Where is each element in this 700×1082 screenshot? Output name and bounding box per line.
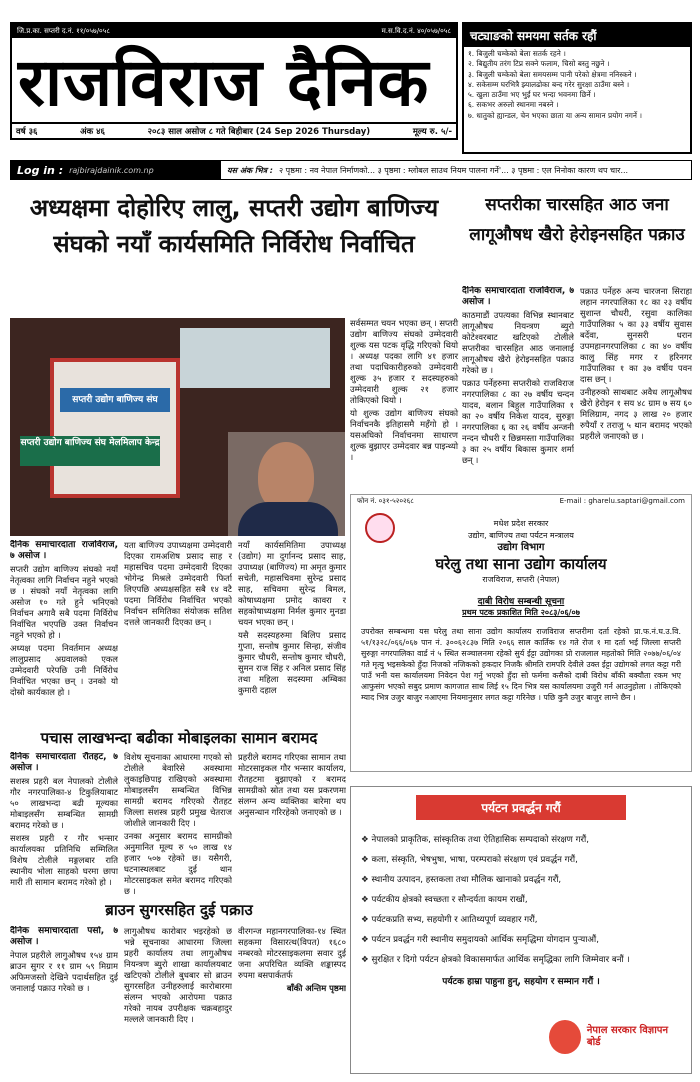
tourism-item: ❖ कला, संस्कृति, भेषभुषा, भाषा, परम्पराको संरक्षण एवं प्रवर्द्धन गरौं, (361, 850, 681, 870)
tourism-item: ❖ नेपालको प्राकृतिक, सांस्कृतिक तथा ऐतिहासिक सम्पदाको संरक्षण गरौं, (361, 830, 681, 850)
brown-paragraph: नेपाल प्रहरीले लागुऔषध १५४ ग्राम ब्राउन सुगर र ११ ग्राम ५९ मिग्राम अफिमजस्तो देखिने पदार्थसहित दुई जनालाई पक्राउ गरेको छ । (10, 950, 118, 993)
notice-phone: फोन नं. ०३१-५२०२६८ (357, 497, 414, 505)
advertising-board-badge (549, 1015, 679, 1059)
mobile-paragraph: सशस्त्र प्रहरी र गौर भन्सार कार्यालयका प्रतिनिधि सम्मिलित विशेष टोलीले मङ्गलबार राति स्थानीय भोला साहको घरमा छापा मारी ती सामान बरामद गरेको हो । (10, 833, 118, 887)
brown-sugar-headline: ब्राउन सुगरसहित दुई पक्राउ (105, 901, 253, 919)
lead-paragraph: नयाँ कार्यसमितिमा उपाध्यक्ष (उद्योग) मा दुर्गानन्द प्रसाद साह, उपाध्यक्ष (बाणिज्य) मा अमृत कुमार सचेती, महासचिवमा सुरेन्द्र प्रसाद साह, सचिवमा सुरेन्द्र बिमल, कोषाध्यक्षमा प्रमोद कावरा र सहकोषाध्यक्षमा निर्मल कुमार मुनडा चयन भएका छन् । (238, 540, 346, 627)
continued-note: बाँकी अन्तिम पृष्ठमा (286, 983, 346, 993)
login-label: Log in : (17, 163, 64, 177)
notice-title: दाबी विरोध सम्बन्धी सूचना (477, 597, 565, 607)
tourism-item: ❖ स्थानीय उत्पादन, हस्तकला तथा मौलिक खानाको प्रवर्द्धन गरौं, (361, 870, 681, 890)
masthead-info-bar (12, 122, 456, 138)
issue-date: २०८३ साल असोज ८ गते बिहीबार (24 Sep 2026 Thursday) (147, 126, 371, 137)
mobile-headline: पचास लाखभन्दा बढीका मोबाइलका सामान बरामद (40, 729, 318, 747)
lead-column-right (350, 318, 458, 465)
newspaper-logo: राजविराज दैनिक (18, 44, 430, 121)
drug-column-1 (462, 286, 574, 492)
alert-item: ७. धातुको ह्यान्डल, चेन भएका छाता या अन्य सामान प्रयोग नगर्ने । (468, 110, 643, 120)
notice-office: घरेलु तथा साना उद्योग कार्यालय (435, 555, 607, 573)
mobile-paragraph: प्रहरीले बरामद गरिएका सामान तथा मोटरसाइकल गौर भन्सार कार्यालय, रौतहटमा बुझाएको र बरामद सामग्रीको स्रोत तथा यस प्रकरणमा संलग्न अन्य व्यक्तिका बारेमा थप अनुसन्धान गरिरहेको जनाएको छ । (238, 752, 346, 817)
alert-item: ६. सकभर अरुलो स्थानमा नबस्ने । (468, 100, 559, 110)
brown-paragraph: वीरगन्ज महानगरपालिका-१४ स्थित सहकमा विसारत्थ(विपत) १६८० नम्बरको मोटरसाइकलमा सवार दुई जना अपरिचित व्यक्ति शङ्कास्पद रुपमा बसपार्कतर्फ (238, 926, 346, 980)
tourism-item: ❖ पर्यटकप्रति सभ्य, सहयोगी र आतिथ्यपूर्ण व्यवहार गरौं, (361, 910, 681, 930)
alert-item: ४. सकेसम्म घरभित्रै झ्यालढोका बन्द गरेर सुरक्षा ठाउँमा बस्ने । (468, 79, 630, 89)
inside-ticker (221, 161, 691, 179)
lead-column-1 (10, 540, 118, 726)
lead-paragraph: सर्वसम्मत चयन भएका छन् । सप्तरी उद्योग बाणिज्य संघको उम्मेदवारी शुल्क यस पटक वृद्धि गरिएको थियो । अध्यक्ष पदका लागि ४१ हजार तथा पदाधिकारीहरुको उम्मेदवारी शुल्क ३५ हजार र सदस्यहरुको उम्मेदवारी शुल्क २१ हजार तोकिएको थियो । (350, 318, 458, 405)
volume-year: वर्ष ३६ (16, 126, 38, 137)
notice-body: उपरोक्त सम्बन्धमा यस घरेलु तथा साना उद्योग कार्यालय राजविराज सप्तरीमा दर्ता रहेको प्रा.फ.नं.घ.उ.वि. ५१/१३२८/०६६/०६७ पान नं. ३००६२८३७ मिति २०६६ साल कार्तिक १४ गते रोज १ मा दर्ता भई जिल्ला सप्तरी सुरुङ्गा नगरपालिका वार्ड नं ५ स्थित सञ्चालनमा रहेको सुर्य ईट्टा उद्योगका प्रो राजलाल महतोको मिति २०७७/०६/०४ गते मृत्यु भइसकेको हुँदा निजको नजिकको हकदार निजकै श्रीमति रामपरि देवीले उक्त ईट्टा उद्योगको लगत कट्टा गरी पाउँ भनी यस कार्यालयमा निवेदन पेश गर्नु भएको हुँदा सो फर्ममा कसैको दाबी विरोध बाँकी बक्यौता रकम भए आफुसंग भएको सबुद प्रमाण कागजात साथ लिई १५ दिन भित्र यस कार्यालयमा उजुरी गर्न आउनुहोला । तोकिएको म्याद भित्र उजुर बाजुर नआएमा नियमानुसार लगत कट्टा गरिनेछ । पछि कुनै उजुर बाजुर लाग्ने छैन । (361, 627, 681, 702)
registration-right: म.स.वि.द.नं. ४०/०५७/०५८ (381, 27, 451, 35)
government-notice (350, 494, 692, 772)
tourism-item: ❖ सुरक्षित र दिगो पर्यटन क्षेत्रको विकासमार्फत आर्थिक समृद्धिका लागि जिम्मेवार बनौं । (361, 950, 681, 970)
masthead (10, 22, 458, 140)
tourism-item: ❖ पर्यटन प्रवर्द्धन गरी स्थानीय समुदायको आर्थिक समृद्धिमा योगदान पुऱ्याऔं, (361, 930, 681, 950)
drug-headline: सप्तरीका चारसहित आठ जना लागूऔषध खैरो हेरोइनसहित पक्राउ (469, 195, 685, 245)
advertising-board-name: नेपाल सरकार विज्ञापन बोर्ड (586, 1025, 669, 1048)
brown-paragraph: लागुऔषध कारोबार भइरहेको छ भन्ने सूचनाका आधारमा जिल्ला प्रहरी कार्यालय तथा लागुऔषध नियन्त्रण ब्युरो शाखा कार्यालयबाट खटिएको टोलीले बुधबार सो ब्राउन सुगरसहित उनीहरुलाई कारोबारमा संलग्न भएको आरोपमा पक्राउ गरेको नायब उपरीक्षक चक्रबहादुर मल्लले जानकारी दिए । (124, 926, 232, 1024)
lead-headline: अध्यक्षमा दोहोरिए लालु, सप्तरी उद्योग बाणिज्य संघको नयाँ कार्यसमिति निर्विरोध निर्वाचित (29, 194, 439, 258)
registration-left: जि.प्र.का. सप्तरी द.नं. ११/०५७/०५८ (17, 27, 110, 35)
tourism-ad (350, 786, 692, 1074)
lead-paragraph: यो शुल्क उद्योग बाणिज्य संघको निर्वाचनकै इतिहासमै महँगो हो । यसअघिको निर्वाचनमा साधारण शुल्क बुझाएर उम्मेदवार बन्न पाइन्थ्यो । (350, 408, 458, 462)
price: मूल्य रु. ५/- (412, 126, 452, 137)
notice-dept: उद्योग विभाग (497, 542, 545, 553)
photo-sign-green: सप्तरी उद्योग बाणिज्य संघ मेलमिलाप केन्द्र (20, 436, 160, 466)
notice-ministry: उद्योग, बाणिज्य तथा पर्यटन मन्त्रालय (468, 531, 574, 540)
website-link[interactable]: rajbirajdainik.com.np (69, 165, 154, 175)
mobile-column-3 (238, 752, 346, 898)
photo-portrait (228, 432, 345, 536)
lead-paragraph: अध्यक्ष पदमा निवर्तमान अध्यक्ष लालुप्रसाद अग्रवालको एकल उम्मेदवारी परेपछि उनी निर्विरोध निर्वाचित भएका छन् । उनको यो दोस्रो कार्यकाल हो । (10, 643, 118, 697)
drug-column-2 (580, 286, 692, 492)
lead-paragraph: यता बाणिज्य उपाध्यक्षमा उम्मेदवारी दिएका रामअशिष प्रसाद साह र महासचिव पदमा उम्मेदवारी दिएका भोगेन्द्र मिश्रले उम्मेदवारी फिर्ता लिएपछि अध्यक्षसहित सबै १४ वटै पदमा निर्विरोध निर्वाचित भएको निर्वाचन समितिका संयोजक सतिश दत्तले जानकारी दिएका छन् । (124, 540, 232, 627)
photo-signboard (50, 358, 180, 498)
nepal-emblem-icon (365, 513, 395, 543)
mobile-column-2 (124, 752, 232, 898)
notice-header (351, 508, 691, 586)
tourism-list (351, 826, 691, 974)
drug-paragraph: पक्राउ पर्नेहरुमा सप्तरीको राजविराज नगरपालिका ८ का २७ वर्षीय चन्दन यादव, बलान बिहुल गाउँपालिका १ का २० वर्षीय निकेश यादव, सुरुङ्गा नगरपालिका ६ का २६ वर्षीय अन्जनी नन्दन चौधरी र छिन्नमस्ता गाउँपालिका ३ का २५ वर्षीय बिकास कुमार शर्मा छन् । (462, 378, 574, 465)
tourism-title: पर्यटन प्रवर्द्धन गरौं (416, 795, 626, 820)
ticker-label: यस अंक भित्र : (227, 165, 273, 175)
mobile-paragraph: विशेष सूचनाका आधारमा गएको सो टोलीले बेवारिसे अवस्थामा लुकाइछिपाइ राखिएको अवस्थामा मोबाइलसँग सम्बन्धित विभिन्न सामग्री बरामद गरिएको रौतहट जिल्ला सशस्त्र प्रहरी प्रमुख चेतराज जोशीले जानकारी दिए । (124, 752, 232, 828)
drug-paragraph: पक्राउ पर्नेहरु अन्य चारजना सिराहा लहान नगरपालिका १८ का २३ वर्षीय सुशान्त चौधरी, रसुवा कालिका गाउँपालिका ५ का ३३ वर्षीय सुवास बर्देवा, सुनसरी धरान उपमहानगरपालिका ८ का ४० वर्षीय कालु सिंह मगर र हरिनगर गाउँपालिका १ का ३७ वर्षीय पवन दास छन् । (580, 286, 692, 384)
brown-dateline: दैनिक समाचारदाता पर्सा, ७ असोज । (10, 926, 118, 947)
lead-paragraph: सप्तरी उद्योग बाणिज्य संघको नयाँ नेतृत्वका लागि निर्वाचन नहुने भएको छ । संघको नयाँ नेतृत्वका लागि असोज १० गते हुने भनिएको निर्वाचन अगावै सबै पदमा निर्विरोध निर्वाचित भएपछि उक्त निर्वाचन नहुने भएको हो । (10, 564, 118, 640)
mobile-paragraph: उनका अनुसार बरामद सामग्रीको अनुमानित मूल्य रु ५० लाख १४ हजार ५०७ रहेको छ। यसैगरी, घटनास्थलबाट दुई थान मोटरसाइकल समेत बरामद गरिएको छ । (124, 831, 232, 896)
portrait-shirt (238, 502, 338, 536)
alert-list (464, 47, 690, 123)
mobile-dateline: दैनिक समाचारदाता रौतहट, ७ असोज । (10, 752, 118, 773)
notice-email: E-mail : gharelu.saptari@gmail.com (559, 497, 685, 505)
advertising-board-logo-icon (549, 1020, 581, 1054)
login-ticker-bar (10, 160, 692, 180)
notice-publication: प्रथम पटक प्रकाशित मिति २०८३/०६/०७ (462, 608, 580, 617)
drug-dateline: दैनिक समाचारदाता राजविराज, ७ असोज । (462, 286, 574, 307)
alert-item: १. बिजुली चम्केको बेला सतर्क रहने । (468, 49, 566, 58)
lead-photo (10, 318, 345, 536)
brown-column-2 (124, 926, 232, 1076)
brown-column-1 (10, 926, 118, 1076)
alert-item: ५. खुला ठाउँमा भए भुईं घर भन्दा भवनमा छिर्ने । (468, 90, 596, 100)
tourism-footer: पर्यटक हाम्रा पाहुना हुन्, सहयोग र सम्मान गरौं । (442, 977, 600, 987)
login-box (11, 161, 221, 179)
tourism-item: ❖ पर्यटकीय क्षेत्रको स्वच्छता र सौन्दर्यता कायम राखौं, (361, 890, 681, 910)
lead-dateline: दैनिक समाचारदाता राजविराज, ७ असोज । (10, 540, 118, 561)
mobile-column-1 (10, 752, 118, 898)
photo-building (180, 328, 330, 388)
alert-item: ३. बिजुली चम्केको बेला समयसम्म पानी परेको क्षेत्रमा ननिस्कने । (468, 69, 637, 79)
notice-contacts (351, 495, 691, 508)
ticker-text: २ पृष्ठमा : नव नेपाल निर्माणको... ३ पृष्ठमा : म्लोबल साउथ नियम पालना गर्ने'... ३ पृष्ठमा : एल निनोका कारण थप चार... (278, 165, 629, 175)
masthead-registration (12, 24, 456, 38)
mobile-paragraph: सशस्त्र प्रहरी बल नेपालको टोलीले गौर नगरपालिका-४ टिकुलियाबाट ५० लाखभन्दा बढी मूल्यका मोबाइलसँग सम्बन्धित सामग्री बरामद गरेको छ । (10, 776, 118, 830)
alert-title: चट्याङको समयमा सर्तक रहौं (464, 24, 690, 47)
notice-gov: मधेश प्रदेश सरकार (493, 519, 549, 528)
drug-paragraph: काठमाडौं उपत्यका विभिन्न स्थानबाट लागूऔषध नियन्त्रण ब्युरो कोटेश्वरबाट खटिएको टोलीले सप्तरीका चारसहित आठ जनालाई लागूऔषध खैरो हेरोइनसहित पक्राउ गरेको छ । (462, 310, 574, 375)
notice-place: राजविराज, सप्तरी (नेपाल) (482, 575, 560, 584)
issue-number: अंक ४६ (80, 126, 105, 137)
lead-paragraph: यसै सदस्यहरुमा बिलिप प्रसाद गुप्ता, सन्तोष कुमार सिन्हा, संजीव कुमार चौधरी, सन्तोष कुमार चौधरी, सुमन राज सिंह र अनिल प्रसाद सिंह तथा महिला सदस्यमा अम्बिका कुमारी दहाल (238, 630, 346, 695)
photo-sign-blue: सप्तरी उद्योग बाणिज्य संघ (60, 388, 170, 412)
drug-paragraph: उनीहरुको साथबाट अवैध लागूऔषध खैरो हेरोइन १ सय ४८ ग्राम ७ सय ६० मिलिग्राम, नगद ३ लाख २० हजार रुपैयाँ र तराजु ५ थान बरामद भएको प्रहरीले जनाएको छ । (580, 387, 692, 441)
lead-column-3 (238, 540, 346, 726)
lightning-alert-box (462, 22, 692, 154)
lead-column-2 (124, 540, 232, 726)
brown-column-3 (238, 926, 346, 1076)
alert-item: २. बिद्युतीय तरंग टिप्न सक्ने फलाम, चिसो बस्तु नछुने । (468, 59, 610, 69)
